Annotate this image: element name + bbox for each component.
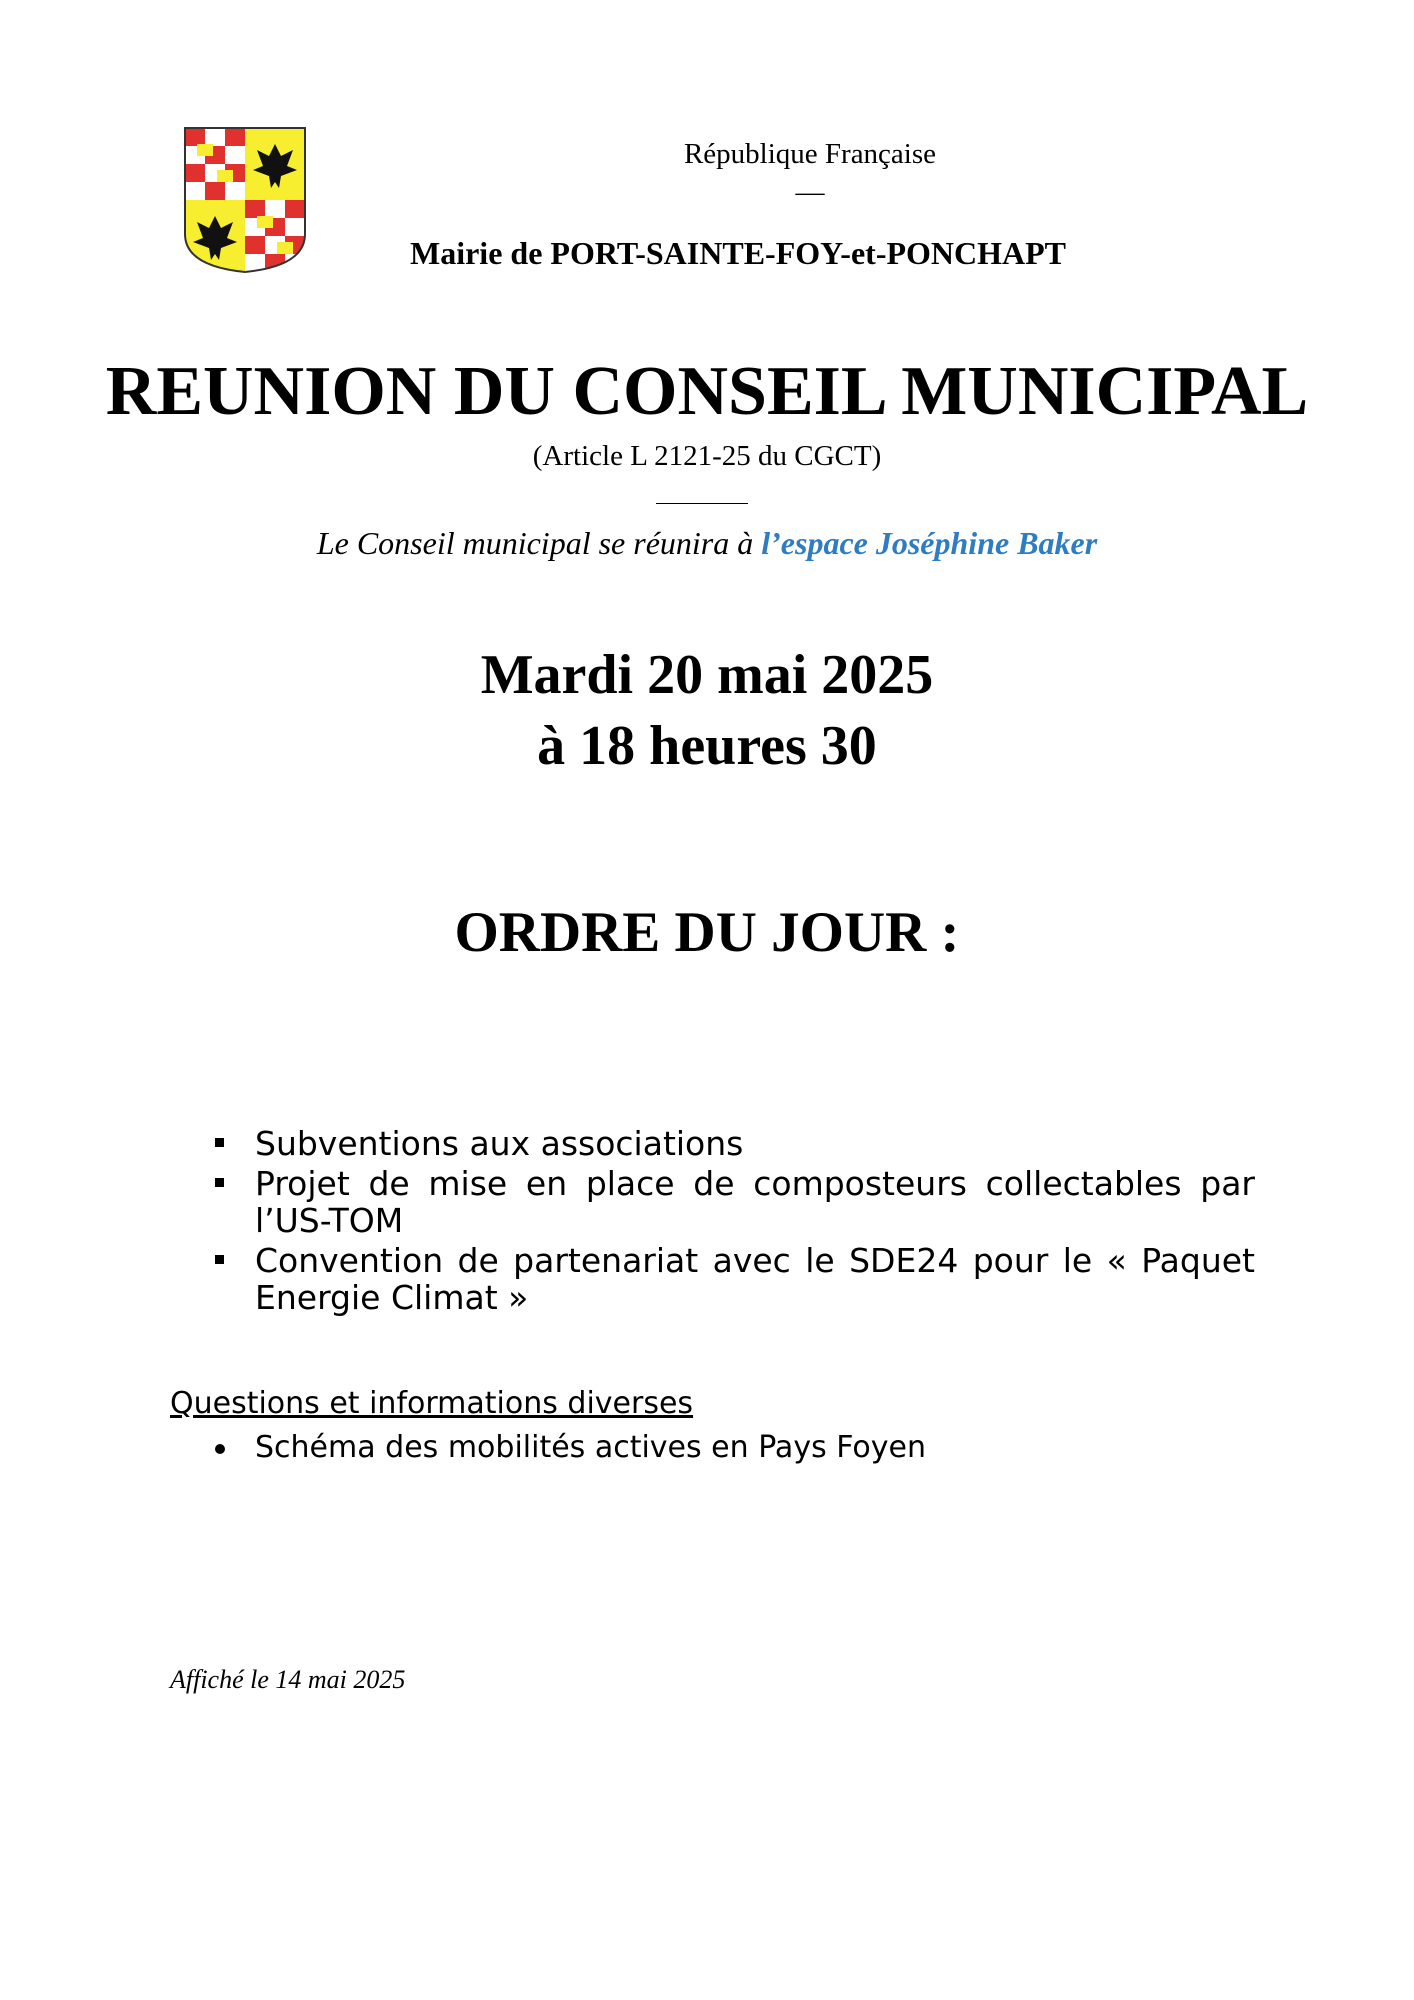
- agenda-item-text: Subventions aux associations: [255, 1124, 744, 1163]
- agenda-item: [215, 1165, 1255, 1239]
- square-bullet-icon: [215, 1178, 224, 1187]
- agenda-item: [215, 1242, 1255, 1316]
- round-bullet-icon: [215, 1444, 225, 1454]
- posted-date: Affiché le 14 mai 2025: [170, 1665, 406, 1694]
- questions-list: [215, 1430, 926, 1466]
- location-text: Le Conseil municipal se réunira à: [316, 525, 762, 561]
- meeting-location: [0, 525, 1414, 562]
- agenda-list: [215, 1125, 1255, 1319]
- question-item-text: Schéma des mobilités actives en Pays Foyen: [255, 1430, 927, 1465]
- agenda-title: ORDRE DU JOUR :: [454, 901, 960, 964]
- header-separator: —: [795, 176, 825, 208]
- meeting-time: à 18 heures 30: [537, 715, 877, 777]
- page-title: REUNION DU CONSEIL MUNICIPAL: [105, 353, 1309, 430]
- divider: [656, 503, 748, 504]
- questions-heading: Questions et informations diverses: [170, 1386, 694, 1421]
- agenda-item: [215, 1125, 1255, 1162]
- mairie-name: Mairie de PORT-SAINTE-FOY-et-PONCHAPT: [410, 235, 1067, 271]
- coat-of-arms-icon: [183, 126, 307, 274]
- article-reference: (Article L 2121-25 du CGCT): [532, 440, 882, 472]
- question-item: [215, 1430, 926, 1466]
- republique-francaise: République Française: [683, 138, 937, 170]
- meeting-date: Mardi 20 mai 2025: [480, 644, 934, 706]
- square-bullet-icon: [215, 1138, 224, 1147]
- location-place: l’espace Joséphine Baker: [761, 525, 1098, 561]
- agenda-item-text: Projet de mise en place de composteurs collectables par l’US-TOM: [255, 1164, 1255, 1240]
- square-bullet-icon: [215, 1255, 224, 1264]
- agenda-item-text: Convention de partenariat avec le SDE24 pour le « Paquet Energie Climat »: [255, 1241, 1255, 1317]
